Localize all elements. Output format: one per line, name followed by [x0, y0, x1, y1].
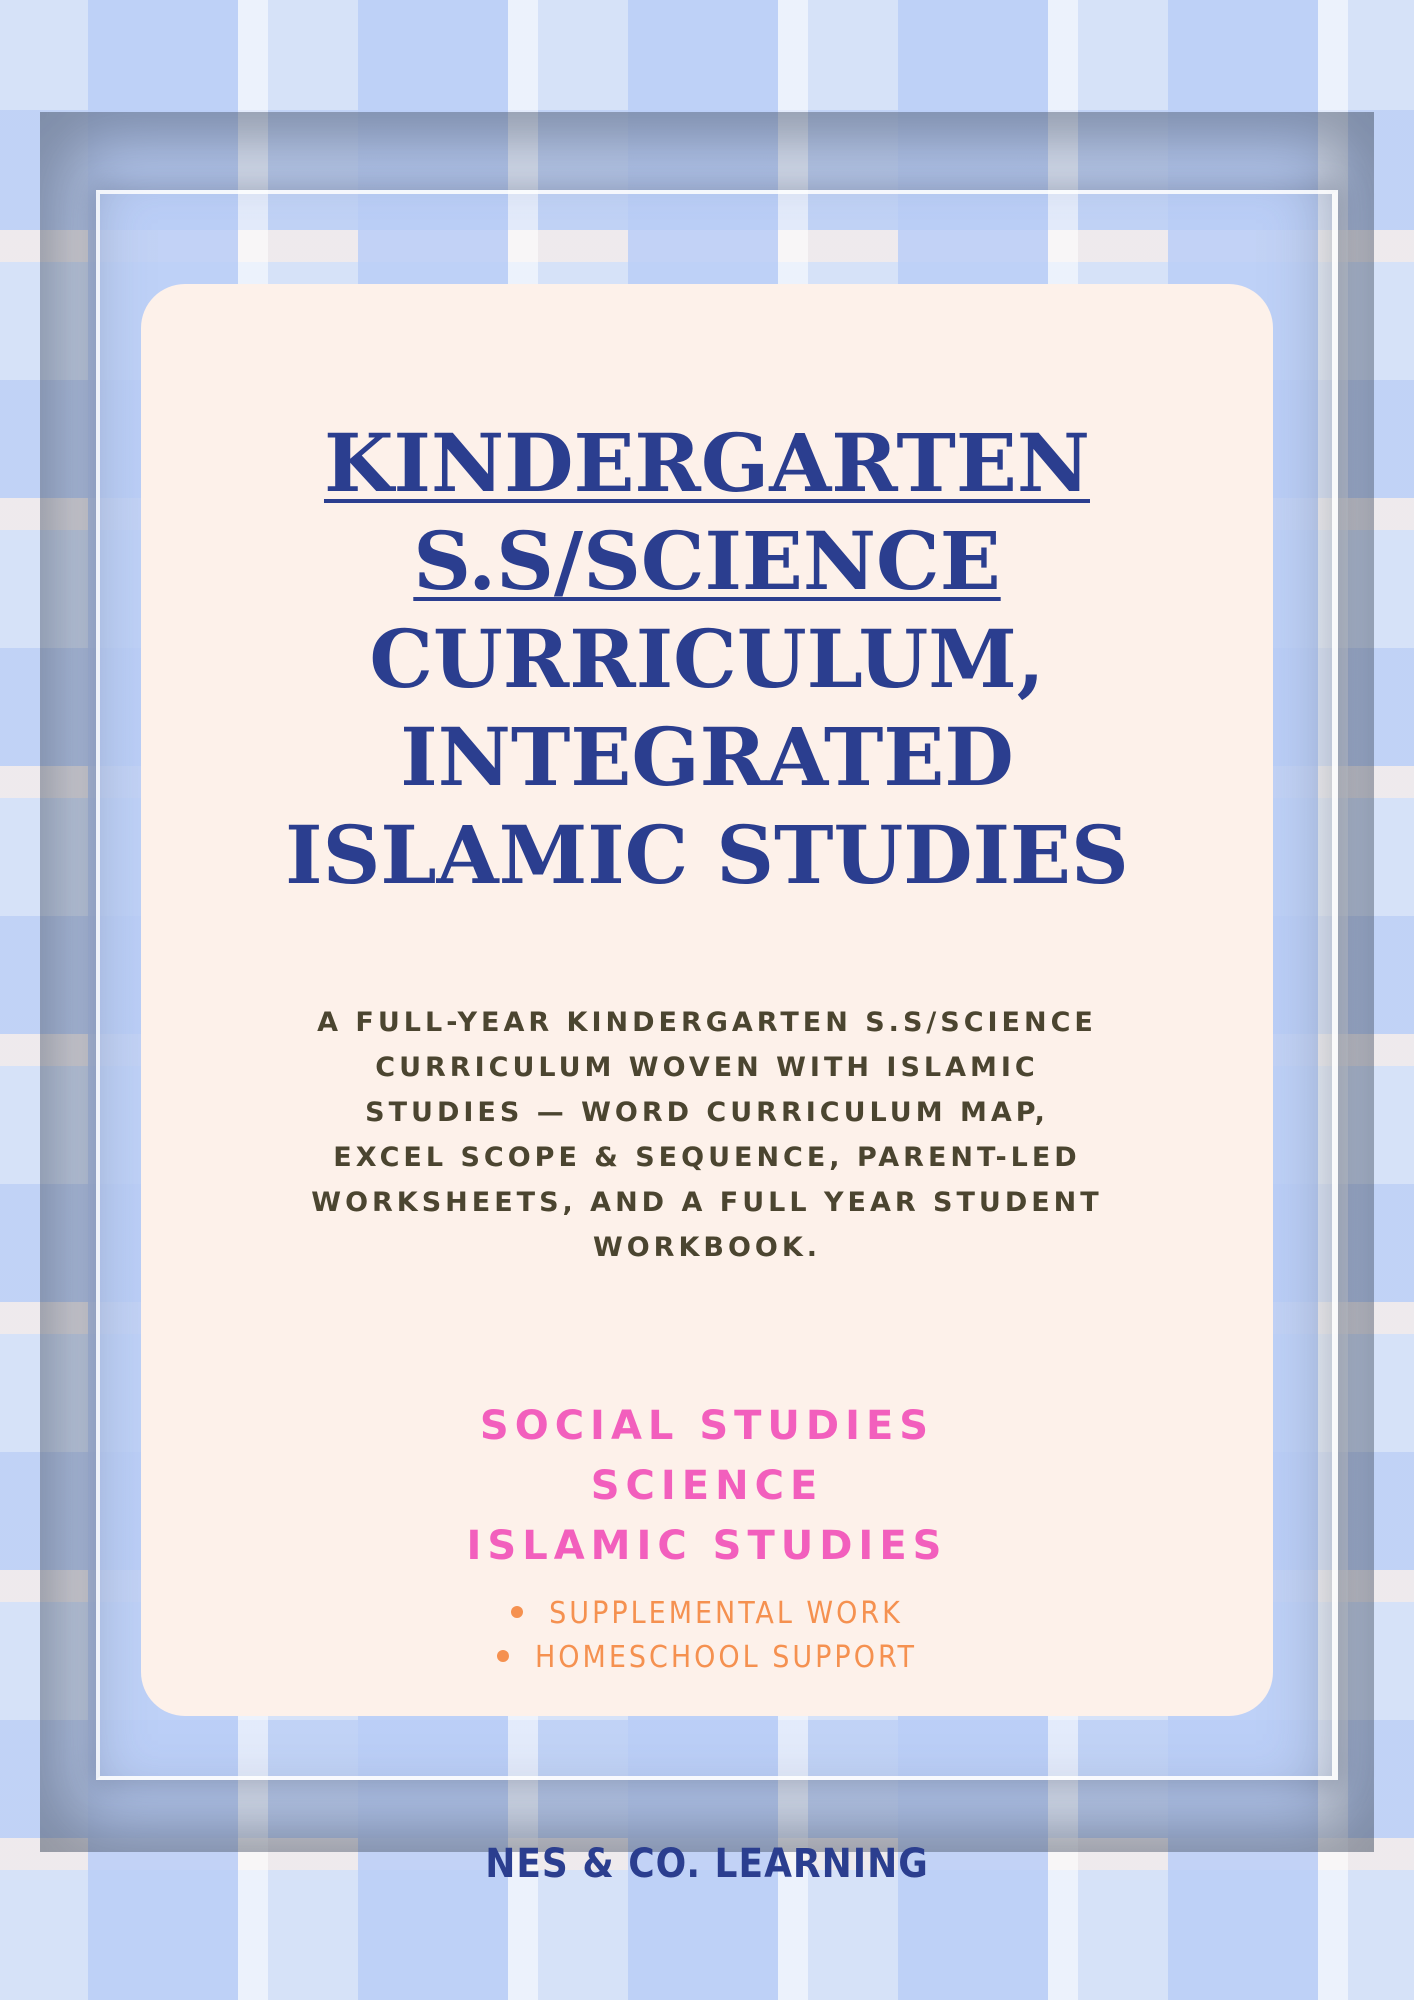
subject-list [141, 1396, 1273, 1576]
description-line-4: EXCEL SCOPE & SEQUENCE, PARENT-LED [333, 1142, 1081, 1173]
description-line-1: A FULL-YEAR KINDERGARTEN S.S/SCIENCE [317, 1007, 1097, 1038]
bullet-item [141, 1636, 1273, 1680]
subject-science: SCIENCE [590, 1463, 824, 1509]
bullet-item [141, 1592, 1273, 1636]
cover-card [141, 284, 1273, 1716]
subject-social-studies: SOCIAL STUDIES [479, 1403, 935, 1449]
title-line-4: INTEGRATED [400, 710, 1014, 804]
title-line-3: CURRICULUM, [369, 612, 1045, 706]
description-line-3: STUDIES — WORD CURRICULUM MAP, [365, 1097, 1049, 1128]
cover-title [141, 414, 1273, 904]
description-line-2: CURRICULUM WOVEN WITH ISLAMIC [375, 1052, 1039, 1083]
feature-bullets [141, 1592, 1273, 1680]
description-line-5: WORKSHEETS, AND A FULL YEAR STUDENT [311, 1187, 1103, 1218]
subject-islamic-studies: ISLAMIC STUDIES [466, 1523, 948, 1569]
title-line-2: S.S/SCIENCE [413, 514, 1001, 608]
description-line-6: WORKBOOK. [592, 1232, 822, 1263]
title-line-1: KINDERGARTEN [323, 416, 1090, 510]
bullet-dot-icon [511, 1606, 523, 1618]
bullet-label: SUPPLEMENTAL WORK [549, 1596, 903, 1631]
cover-description [291, 1000, 1123, 1270]
bullet-dot-icon [497, 1650, 509, 1662]
bullet-label: HOMESCHOOL SUPPORT [535, 1640, 917, 1675]
title-line-5: ISLAMIC STUDIES [285, 808, 1129, 902]
brand-name: NES & CO. LEARNING [485, 1841, 929, 1887]
